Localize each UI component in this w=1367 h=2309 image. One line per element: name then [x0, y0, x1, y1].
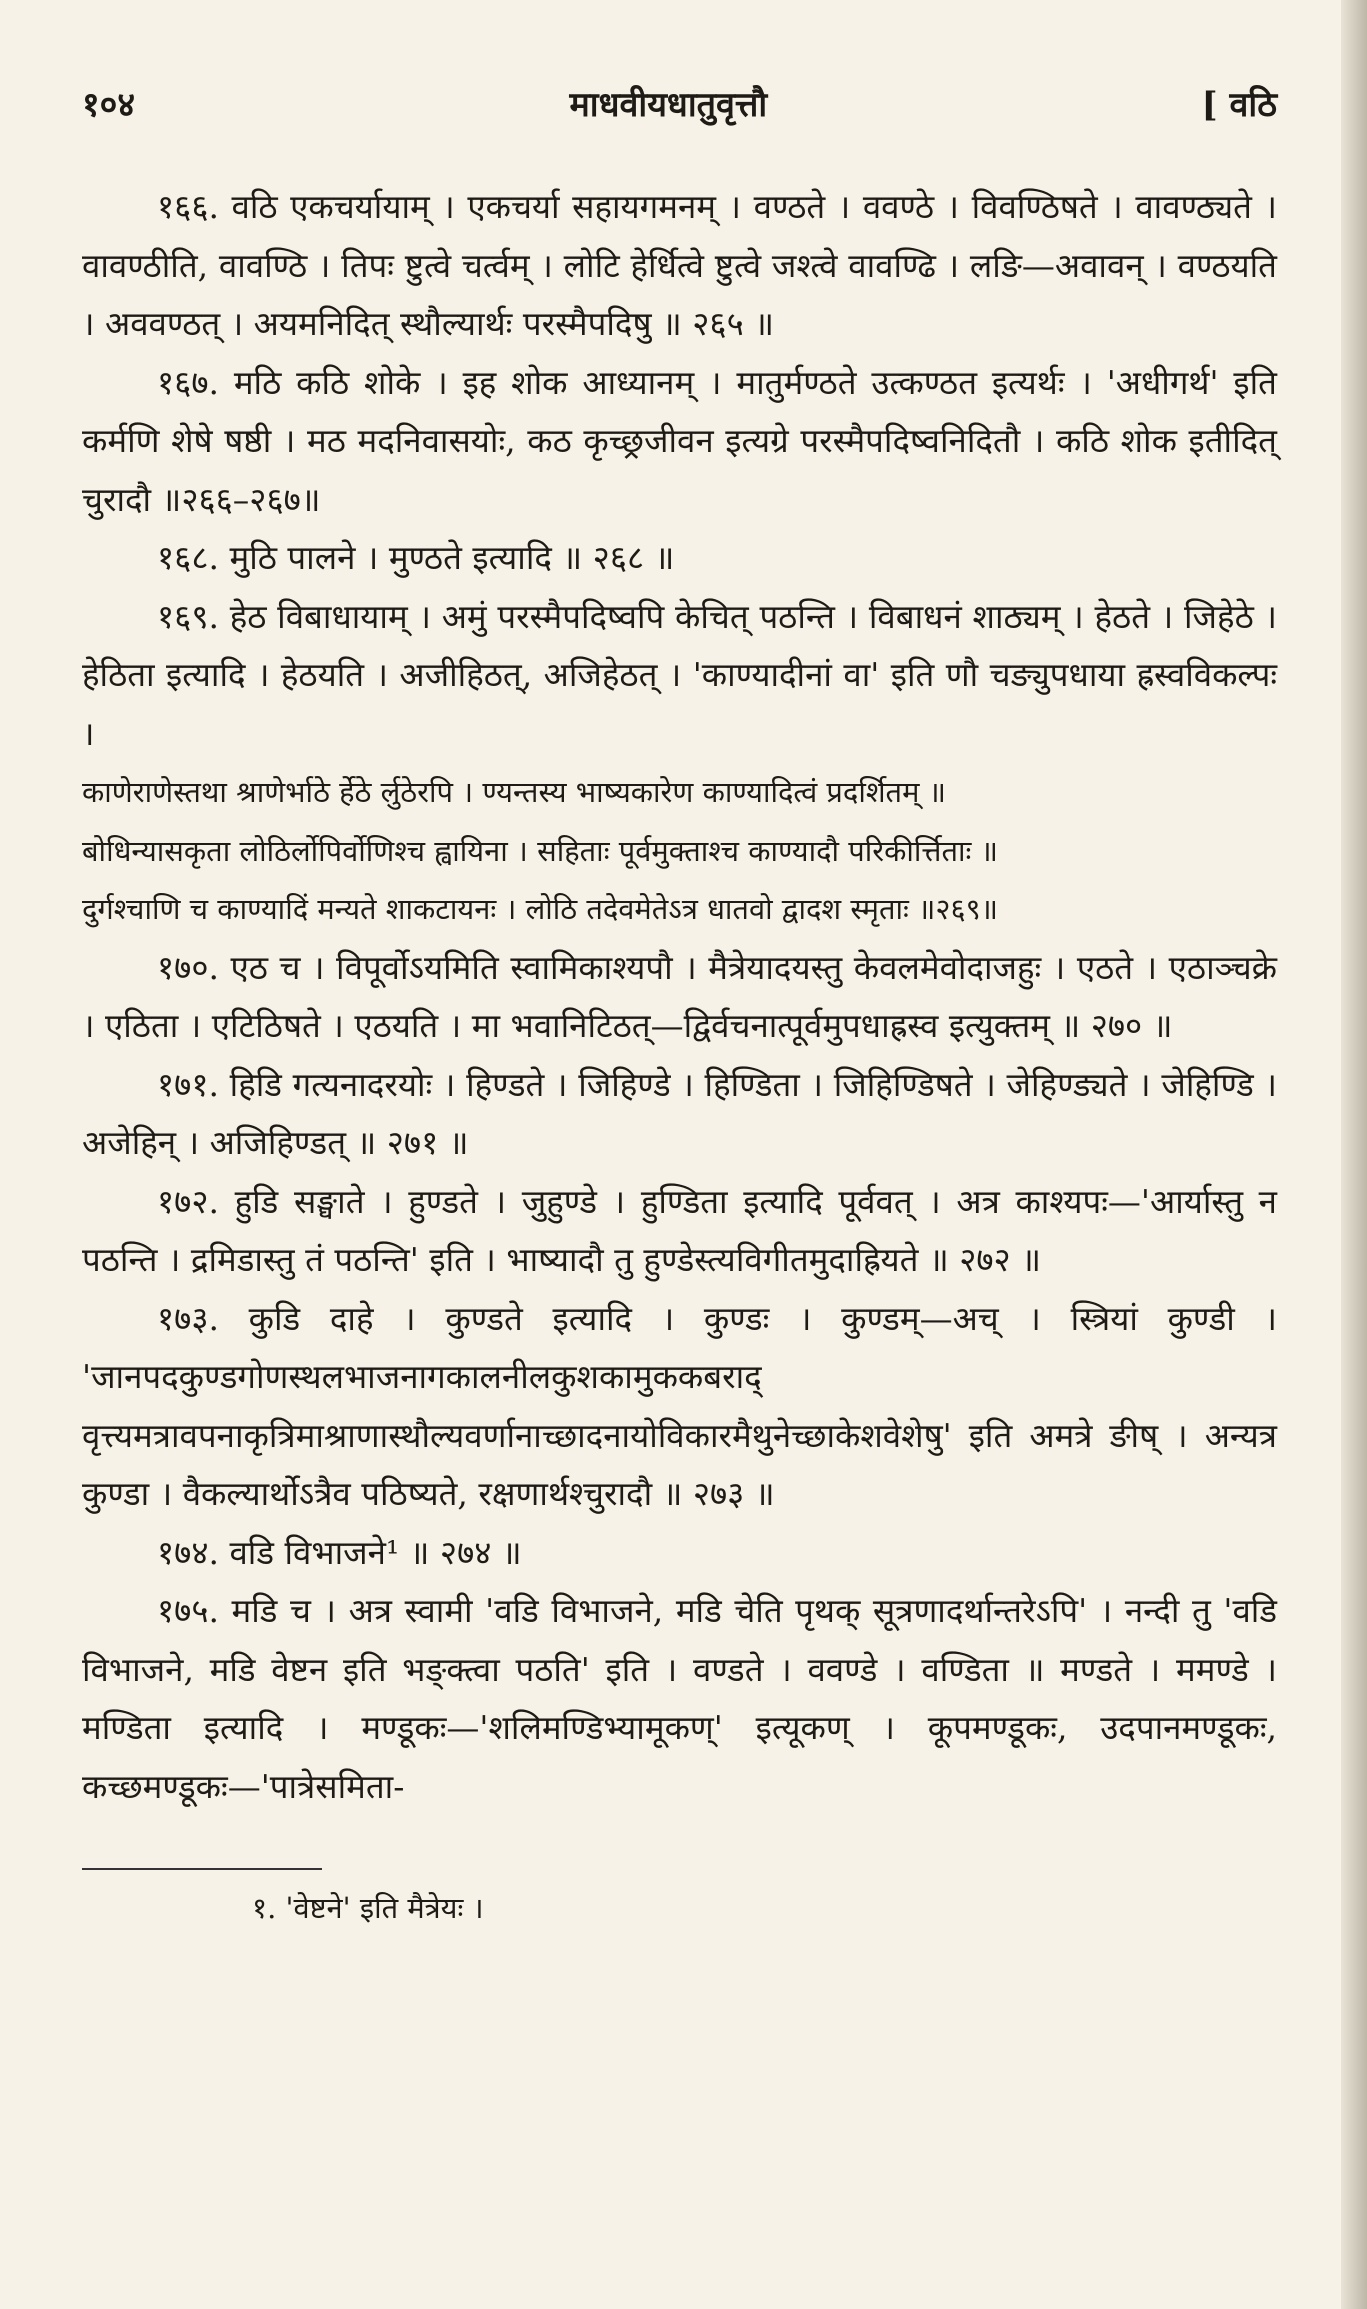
page-body [82, 178, 1277, 1816]
running-header [82, 80, 1277, 150]
entry-170: १७०. एठ च । विपूर्वोऽयमिति स्वामिकाश्यपौ । मैत्रेयादयस्तु केवलमेवोदाजहुः । एठते । एठाञ्चक्रे । एठिता । एटिठिषते । एठयति । मा भवानिटिठत्—द्विर्वचनात्पूर्वमुपधाह्रस्व इत्युक्तम् ॥ २७० ॥ [82, 947, 1277, 1045]
page-number: १०४ [82, 85, 136, 125]
entry-166: १६६. वठि एकचर्यायाम् । एकचर्या सहायगमनम् । वण्ठते । ववण्ठे । विवण्ठिषते । वावण्ठ्यते । वावण्ठीति, वावण्ठि । तिपः ष्टुत्वे चर्त्वम् । लोटि हेर्धित्वे ष्टुत्वे जश्त्वे वावण्ढि । लङि—अवावन् । वण्ठयति । अववण्ठत् । अयमनिदित् स्थौल्यार्थः परस्मैपदिषु ॥ २६५ ॥ [82, 187, 1277, 343]
running-title: माधवीयधातुवृत्तौ [569, 85, 768, 125]
entry-173: १७३. कुडि दाहे । कुण्डते इत्यादि । कुण्डः । कुण्डम्—अच् । स्त्रियां कुण्डी । 'जानपदकुण्डगोणस्थलभाजनागकालनीलकुशकामुककबराद् वृत्त्यमत्रावपनाकृत्रिमाश्राणास्थौल्यवर्णानाच्छादनायोविकारमैथुनेच्छाकेशवेशेषु' इति अमत्रे ङीष् । अन्यत्र कुण्डा । वैकल्यार्थोऽत्रैव पठिष्यते, रक्षणार्थश्चुरादौ ॥ २७३ ॥ [82, 1298, 1277, 1513]
book-spine-edge [1341, 0, 1367, 2309]
verse-line: दुर्गश्चाणि च काण्यादिं मन्यते शाकटायनः । लोठि तदेवमेतेऽत्र धातवो द्वादश स्मृताः ॥२६९॥ [82, 892, 999, 926]
entry-168: १६८. मुठि पालने । मुण्ठते इत्यादि ॥ २६८ ॥ [157, 538, 675, 577]
footnote: १. 'वेष्टने' इति मैत्रेयः । [252, 1891, 484, 1925]
entry-171: १७१. हिडि गत्यनादरयोः । हिण्डते । जिहिण्डे । हिण्डिता । जिहिण्डिषते । जेहिण्ड्यते । जेहिण्डि । अजेहिन् । अजिहिण्डत् ॥ २७१ ॥ [82, 1064, 1277, 1162]
entry-172: १७२. हुडि सङ्घाते । हुण्डते । जुहुण्डे । हुण्डिता इत्यादि पूर्ववत् । अत्र काश्यपः—'आर्यास्तु न पठन्ति । द्रमिडास्तु तं पठन्ति' इति । भाष्यादौ तु हुण्डेस्त्यविगीतमुदाह्रियते ॥ २७२ ॥ [82, 1181, 1277, 1279]
verse-line: काणेराणेस्तथा श्राणेर्भाठे र्हेठे र्लुठेरपि । ण्यन्तस्य भाष्यकारेण काण्यादित्वं प्रदर्शितम् ॥ [82, 775, 947, 809]
entry-169: १६९. हेठ विबाधायाम् । अमुं परस्मैपदिष्वपि केचित् पठन्ति । विबाधनं शाठ्यम् । हेठते । जिहेठे । हेठिता इत्यादि । हेठयति । अजीहिठत्, अजिहेठत् । 'काण्यादीनां वा' इति णौ चङ्युपधाया ह्रस्वविकल्पः । [82, 596, 1277, 753]
entry-174: १७४. वडि विभाजने¹ ॥ २७४ ॥ [157, 1532, 522, 1572]
entry-175: १७५. मडि च । अत्र स्वामी 'वडि विभाजने, मडि चेति पृथक् सूत्रणादर्थान्तरेऽपि' । नन्दी तु 'वडि विभाजने, मडि वेष्टन इति भङ्क्त्वा पठति' इति । वण्डते । ववण्डे । वण्डिता ॥ मण्डते । ममण्डे । मण्डिता इत्यादि । मण्डूकः—'शलिमण्डिभ्यामूकण्' इत्यूकण् । कूपमण्डूकः, उदपानमण्डूकः, कच्छमण्डूकः—'पात्रेसमिता- [82, 1591, 1277, 1806]
page [82, 80, 1277, 2240]
entry-167: १६७. मठि कठि शोके । इह शोक आध्यानम् । मातुर्मण्ठते उत्कण्ठत इत्यर्थः । 'अधीगर्थ' इति कर्मणि शेषे षष्ठी । मठ मदनिवासयोः, कठ कृच्छ्रजीवन इत्यग्रे परस्मैपदिष्वनिदितौ । कठि शोक इतीदित् चुरादौ ॥२६६–२६७॥ [82, 362, 1277, 519]
section-mark: [ वठि [1201, 85, 1277, 125]
footnote-rule [82, 1868, 322, 1870]
verse-line: बोधिन्यासकृता लोठिर्लोपिर्वोणिश्च ह्वायिना । सहिताः पूर्वमुक्ताश्च काण्यादौ परिकीर्त्तिताः ॥ [82, 833, 998, 868]
